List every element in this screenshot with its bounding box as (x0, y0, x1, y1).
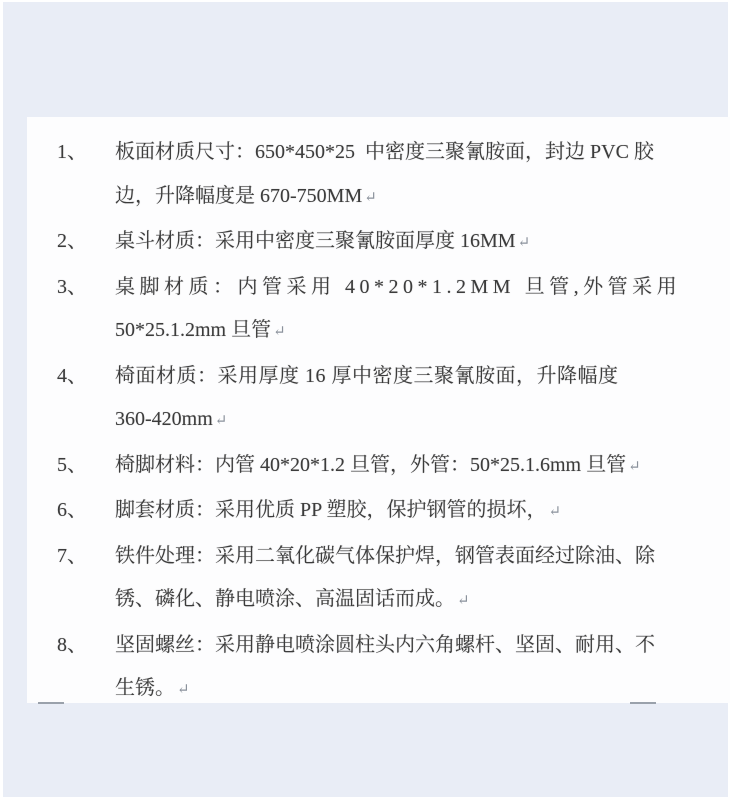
list-item-7 (57, 535, 707, 624)
item-number: 8、 (57, 633, 87, 656)
item-number: 7、 (57, 544, 87, 567)
item-number: 1、 (57, 141, 87, 163)
item-number: 5、 (57, 453, 87, 476)
item-number: 6、 (57, 499, 87, 521)
list-item-1 (57, 131, 707, 220)
paragraph-mark-icon: ↵ (364, 189, 377, 206)
paragraph-mark-icon: ↵ (628, 458, 641, 475)
document-page (27, 117, 730, 703)
item-number: 4、 (57, 364, 87, 387)
item-text (115, 220, 707, 266)
item-text (115, 266, 707, 355)
item-line: 50*25.1.2mm 旦管 ↵ (115, 319, 286, 341)
item-line: 椅脚材料：内管 40*20*1.2 旦管，外管：50*25.1.6mm 旦管 ↵ (115, 453, 641, 476)
item-number: 2、 (57, 230, 87, 252)
paragraph-mark-icon: ↵ (214, 413, 228, 429)
list-item-5 (57, 444, 707, 490)
item-line: 360-420mm ↵ (115, 408, 228, 430)
paragraph-mark-icon: ↵ (548, 504, 562, 520)
list-item-2 (57, 220, 707, 266)
list-item-3 (57, 266, 707, 355)
item-text (115, 444, 707, 490)
page-edge-dash-right (630, 702, 656, 704)
item-text (115, 535, 707, 624)
paragraph-mark-icon: ↵ (273, 324, 286, 340)
item-text (115, 355, 707, 444)
item-line: 桌脚材质：内管采用 40*20*1.2MM 旦管,外管采用 (115, 275, 682, 298)
item-line: 锈、磷化、静电喷涂、高温固话而成。 ↵ (115, 588, 470, 610)
item-line: 桌斗材质：采用中密度三聚氰胺面厚度 16MM ↵ (115, 230, 531, 252)
item-line: 脚套材质：采用优质 PP 塑胶，保护钢管的损坏， ↵ (115, 499, 562, 521)
paragraph-mark-icon: ↵ (177, 682, 190, 698)
item-line: 铁件处理：采用二氧化碳气体保护焊，钢管表面经过除油、除 (115, 544, 655, 567)
item-line: 边，升降幅度是 670-750MM ↵ (115, 184, 377, 207)
paragraph-mark-icon: ↵ (457, 593, 470, 609)
spec-list (57, 131, 707, 713)
list-item-4 (57, 355, 707, 444)
item-line: 坚固螺丝：采用静电喷涂圆柱头内六角螺杆、坚固、耐用、不 (115, 633, 655, 656)
item-text (115, 489, 707, 535)
item-line: 板面材质尺寸：650*450*25 中密度三聚氰胺面，封边 PVC 胶 (115, 141, 654, 163)
item-text (115, 131, 707, 220)
item-line: 椅面材质：采用厚度 16 厚中密度三聚氰胺面，升降幅度 (115, 364, 619, 387)
item-line: 生锈。 ↵ (115, 677, 190, 699)
item-text (115, 624, 707, 713)
paragraph-mark-icon: ↵ (517, 235, 531, 251)
page-edge-dash-left (38, 702, 64, 704)
list-item-8 (57, 624, 707, 713)
item-number: 3、 (57, 275, 87, 298)
list-item-6 (57, 489, 707, 535)
